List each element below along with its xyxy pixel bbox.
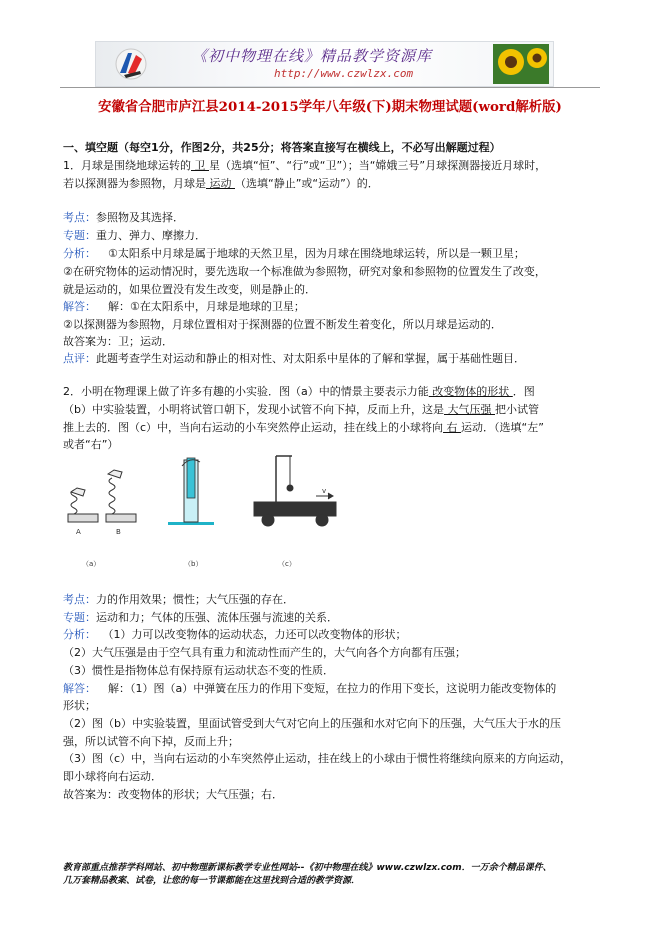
label-zhuanti: 专题： xyxy=(63,229,96,242)
q2-jieda-5: （3）图（c）中，当向右运动的小车突然停止运动，挂在线上的小球由于惯性将继续向原来的方向运动， xyxy=(63,752,572,765)
q1-stem-line1 xyxy=(63,159,546,173)
q1-stem-b: 星（选填“恒”、“行”或“卫”）；当“嫦娥三号”月球探测器接近月球时， xyxy=(209,159,547,172)
q2-stem-a: 2．小明在物理课上做了许多有趣的小实验．图（a）中的情景主要表示力能 xyxy=(63,385,429,398)
experiment-figure xyxy=(64,452,344,580)
sunflower-icon xyxy=(493,44,549,84)
label-kaodian: 考点： xyxy=(63,211,96,224)
q2-stem-line1 xyxy=(63,385,535,399)
fig-c-velocity-label: v xyxy=(322,487,327,495)
q1-kaodian-text: 参照物及其选择． xyxy=(96,211,184,224)
q1-fenxi-2: ②在研究物体的运动情况时，要先选取一个标准做为参照物，研究对象和参照物的位置发生了改变， xyxy=(63,265,546,278)
q1-zhuanti-text: 重力、弹力、摩擦力． xyxy=(96,229,206,242)
q2-fenxi-3: （3）惯性是指物体总有保持原有运动状态不变的性质． xyxy=(63,664,334,677)
section-heading: 一、填空题（每空1分，作图2分，共25分；将答案直接写在横线上，不必写出解题过程） xyxy=(63,141,501,154)
figure-b-test-tube xyxy=(168,458,214,525)
label-dianping: 点评： xyxy=(63,352,96,365)
q1-stem-d: （选填“静止”或“运动”）的． xyxy=(235,177,379,190)
document-title: 安徽省合肥市庐江县2014-2015学年八年级(下)期末物理试题(word解析版) xyxy=(98,99,562,115)
label-fenxi: 分析： xyxy=(63,247,96,260)
q2-stem-line4: 或者“右”） xyxy=(63,438,119,451)
q1-answer: 故答案为：卫；运动． xyxy=(63,335,173,348)
q2-stem-f: 运动．（选填“左” xyxy=(461,421,544,434)
q2-fenxi-2: （2）大气压强是由于空气具有重力和流动性而产生的，大气向各个方向都有压强； xyxy=(63,646,466,659)
q2-blank-1: 改变物体的形状 xyxy=(428,385,513,398)
fig-label-a: （a） xyxy=(82,560,101,568)
q2-jieda-2: 形状； xyxy=(63,699,96,712)
q2-jieda-4: 强，所以试管不向下掉，反而上升； xyxy=(63,735,239,748)
q1-blank-2: 运动 xyxy=(206,177,235,190)
fig-a-label-B: B xyxy=(116,528,121,536)
q1-zhuanti xyxy=(63,229,206,243)
q2-jieda-1: 解：（1）图（a）中弹簧在压力的作用下变短，在拉力的作用下变长，这说明力能改变物体的 xyxy=(108,682,557,695)
q2-stem-c: （b）中实验装置，小明将试管口朝下，发现小试管不向下掉，反而上升，这是 xyxy=(63,403,444,416)
label-kaodian-2: 考点： xyxy=(63,593,96,606)
fig-a-label-A: A xyxy=(76,528,81,536)
q2-zhuanti xyxy=(63,611,338,625)
q2-jieda-6: 即小球将向右运动． xyxy=(63,770,162,783)
fig-label-c: （c） xyxy=(278,560,296,568)
footer-line-2: 几万套精品教案、试卷，让您的每一节课都能在这里找到合适的教学资源． xyxy=(63,876,361,886)
q1-kaodian xyxy=(63,211,184,225)
q1-fenxi xyxy=(63,247,525,261)
header-divider xyxy=(60,87,600,88)
banner-title: 《初中物理在线》精品教学资源库 xyxy=(192,47,433,65)
q2-blank-3: 右 xyxy=(443,421,462,434)
q2-stem-line2 xyxy=(63,403,539,417)
q1-stem-c: 若以探测器为参照物，月球是 xyxy=(63,177,206,190)
label-jieda: 解答： xyxy=(63,300,96,313)
q1-stem-a: 1．月球是围绕地球运转的 xyxy=(63,159,191,172)
q1-jieda-1: 解：①在太阳系中，月球是地球的卫星； xyxy=(108,300,305,313)
fig-label-b: （b） xyxy=(184,560,203,568)
q2-stem-line3 xyxy=(63,421,544,435)
q1-dianping-text: 此题考查学生对运动和静止的相对性、对太阳系中星体的了解和掌握，属于基础性题目． xyxy=(96,352,525,365)
label-fenxi-2: 分析： xyxy=(63,628,96,641)
figure-a-springs xyxy=(68,470,136,522)
label-jieda-2: 解答： xyxy=(63,682,96,695)
q1-dianping xyxy=(63,352,525,366)
q2-stem-e: 推上去的．图（c）中，当向右运动的小车突然停止运动，挂在线上的小球将向 xyxy=(63,421,444,434)
q1-fenxi-1: ①太阳系中月球是属于地球的天然卫星，因为月球在围绕地球运转，所以是一颗卫星； xyxy=(108,247,525,260)
q2-jieda xyxy=(63,682,556,696)
footer-line-1: 教育部重点推荐学科网站、初中物理新课标教学专业性网站--《初中物理在线》www.czwlzx.com．一万余个精品课件、 xyxy=(63,863,552,873)
q1-fenxi-3: 就是运动的，如果位置没有发生改变，则是静止的． xyxy=(63,283,316,296)
q2-answer: 故答案为：改变物体的形状；大气压强；右． xyxy=(63,788,283,801)
q2-fenxi-1: （1）力可以改变物体的运动状态，力还可以改变物体的形状； xyxy=(108,628,407,641)
q1-stem-line2 xyxy=(63,177,379,191)
q2-stem-b: ．图 xyxy=(512,385,535,398)
q1-jieda xyxy=(63,300,305,314)
q2-blank-2: 大气压强 xyxy=(443,403,495,416)
q2-stem-d: 把小试管 xyxy=(494,403,539,416)
page-footer xyxy=(63,862,552,888)
q1-jieda-2: ②以探测器为参照物，月球位置相对于探测器的位置不断发生着变化，所以月球是运动的． xyxy=(63,318,502,331)
q1-blank-1: 卫 xyxy=(191,159,209,172)
header-banner xyxy=(95,41,554,87)
q2-fenxi xyxy=(63,628,407,642)
q2-kaodian xyxy=(63,593,294,607)
q2-kaodian-text: 力的作用效果；惯性；大气压强的存在． xyxy=(96,593,294,606)
q2-jieda-3: （2）图（b）中实验装置，里面试管受到大气对它向上的压强和水对它向下的压强，大气压大于水的压 xyxy=(63,717,561,730)
label-zhuanti-2: 专题： xyxy=(63,611,96,624)
banner-url: http://www.czwlzx.com xyxy=(274,67,414,80)
site-logo-icon xyxy=(114,47,148,81)
q2-zhuanti-text: 运动和力；气体的压强、流体压强与流速的关系． xyxy=(96,611,338,624)
